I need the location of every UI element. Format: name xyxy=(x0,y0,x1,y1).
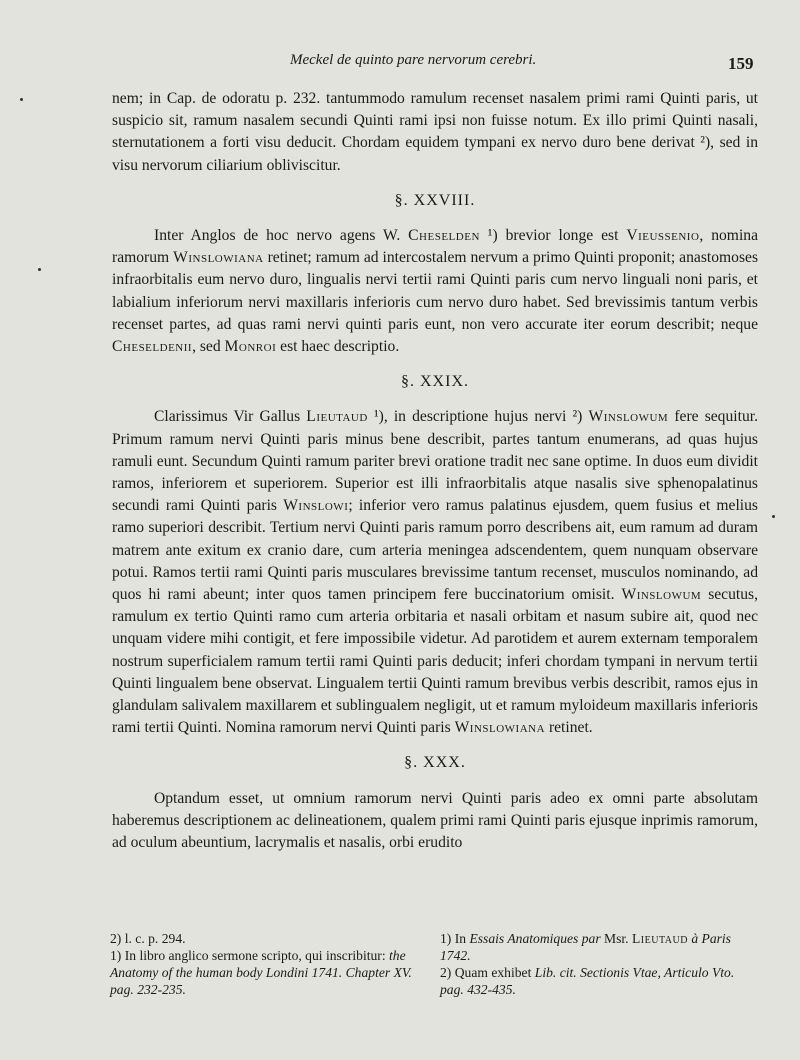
footnote-lead: 1) In xyxy=(440,931,470,946)
section-heading: §. XXVIII. xyxy=(394,191,476,209)
footnote xyxy=(440,930,760,964)
footnote-lead: Msr. xyxy=(600,931,632,946)
footnote-citation: à Paris 1742. xyxy=(440,931,731,963)
section-29 xyxy=(112,371,758,739)
author-name: Winslowum xyxy=(621,586,702,604)
paragraph-continued: nem; in Cap. de odoratu p. 232. tantummodo ramulum recenset nasalem primi rami Quinti paris, ut suspicio sit, ramum nasalem secundi Quinti rami ipsi non fuisse notum. Ex illo primi Quinti nasali, sternutationem a forti visu deducit. Chordam equidem tympani ex nervo duro bene derivat ²), sed in visu nervorum ciliarium obliviscitur. xyxy=(112,90,758,174)
footnote: 2) l. c. p. 294. xyxy=(110,931,186,946)
author-name: Winslowiana xyxy=(173,249,264,267)
author-name: Cheselden xyxy=(408,227,480,245)
author-name: Winslowi xyxy=(283,497,349,515)
section-paragraph xyxy=(112,225,758,358)
text-run: retinet; ramum ad intercostalem nervum a primo Quinti proponit; anastomoses infraorbitalis eum nervo duro, lingualis nervi tertii rami Quinti paris cum nervo linguali noni paris, et labialium inferiorum nervi maxillaris inferioris cum nervo duro habet. Sed brevissimis tantum verbis recenset partes, ad quas rami nervi quinti paris eunt, non vero accurate iter eorum describit; neque xyxy=(112,249,759,333)
text-run: retinet. xyxy=(545,719,593,737)
author-name: Cheseldenii xyxy=(112,338,193,356)
section-paragraph xyxy=(112,406,758,739)
section-30 xyxy=(112,752,758,854)
author-name: Monroi xyxy=(224,338,277,356)
running-head xyxy=(0,50,800,80)
text-run: Optandum esset, ut omnium ramorum nervi Quinti paris adeo ex omni parte absolutam haberemus descriptionem ac delineationem, qualem primi rami Quinti paris ejusque inprimis ramorum, ad oculum abeuntium, lacrymalis et nasalis, orbi erudito xyxy=(112,789,758,852)
text-run: , sed xyxy=(192,338,225,356)
text-run: , nomina ramorum xyxy=(112,227,758,267)
text-run: secutus, ramulum ex tertio Quinti ramo cum arteria orbitaria et nasali orbitam et nasum subire ait, quod nec unquam videre mihi contigit, et fere impossibile videtur. Ad parotidem et aurem externam temporalem nostrum superficialem ramum tertii rami Quinti paris deducit; inferi chordam tympani in nervum tertii Quinti lingualem bene observat. Lingualem tertii Quinti ramum brevibus verbis describit, ramos ejus in glandulam salivalem maxillarem et sublingualem negligit, ut et ramum myloideum maxillaris inferioris rami tertii Quinti. Nomina ramorum nervi Quinti paris xyxy=(112,586,758,737)
page-number: 159 xyxy=(728,54,754,73)
margin-speck xyxy=(20,98,23,101)
text-run: ¹), in descriptione hujus nervi ²) xyxy=(367,408,589,426)
text-run: ¹) brevior longe est xyxy=(479,227,627,245)
section-paragraph xyxy=(112,788,758,855)
author-name: Winslowum xyxy=(588,408,669,426)
author-name: Winslowiana xyxy=(454,719,546,737)
footnote-lead: 1) In libro anglico sermone scripto, qui inscribitur: xyxy=(110,948,389,963)
footnote-lead: 2) Quam exhibet xyxy=(440,965,535,980)
section-heading: §. XXX. xyxy=(404,754,466,772)
footnotes-right-column xyxy=(440,930,760,998)
footnote-citation: Lib. cit. Sectionis Vtae, Articulo Vto. pag. 432-435. xyxy=(440,965,735,997)
author-name: Vieussenio xyxy=(626,227,700,245)
footnote-citation: the Anatomy of the human body Londini 1741. Chapter XV. pag. 232-235. xyxy=(110,948,412,997)
text-run: Clarissimus Vir Gallus xyxy=(154,408,307,426)
body-text xyxy=(112,88,758,854)
footnote-author: Lieutaud xyxy=(631,931,688,946)
footnotes-left-column xyxy=(110,930,420,998)
text-run: est haec descriptio. xyxy=(276,338,400,356)
margin-speck xyxy=(772,515,775,518)
section-28 xyxy=(112,190,758,358)
footnote xyxy=(110,947,420,998)
margin-speck xyxy=(38,268,41,271)
text-run: fere sequitur. Primum ramum nervi Quinti paris minus bene describit, partes tantum enumerans, ad quas hujus ramuli eunt. Secundum Quinti ramum pariter brevi oratione tradit nec sane optime. In duos eum dividit ramos, inferiorem et superiorem. Superior est illi infraorbitalis atque nasalis sive sphenopalatinus secundi rami Quinti paris xyxy=(112,408,758,515)
text-run: Inter Anglos de hoc nervo agens W. xyxy=(154,227,409,245)
footnote-citation: Essais Anatomiques par xyxy=(469,931,601,946)
section-heading: §. XXIX. xyxy=(401,373,469,391)
running-head-title: Meckel de quinto pare nervorum cerebri. xyxy=(290,52,537,68)
author-name: Lieutaud xyxy=(306,408,368,426)
footnote xyxy=(440,964,760,998)
text-run: ; inferior vero ramus palatinus ejusdem, quem fusius et melius ramo superiori describit. Tertium nervi Quinti paris ramum porro describens ait, eum ramum ad duram matrem ante exitum ex cranio dare, cum arteria meningea adscendentem, quem nunquam observare potui. Ramos tertii rami Quinti paris musculares brevissime tantum recenset, musculos nominando, ad quos hi rami abeunt; inter quos tamen principem fere buccinatorium omisit. xyxy=(112,497,758,604)
